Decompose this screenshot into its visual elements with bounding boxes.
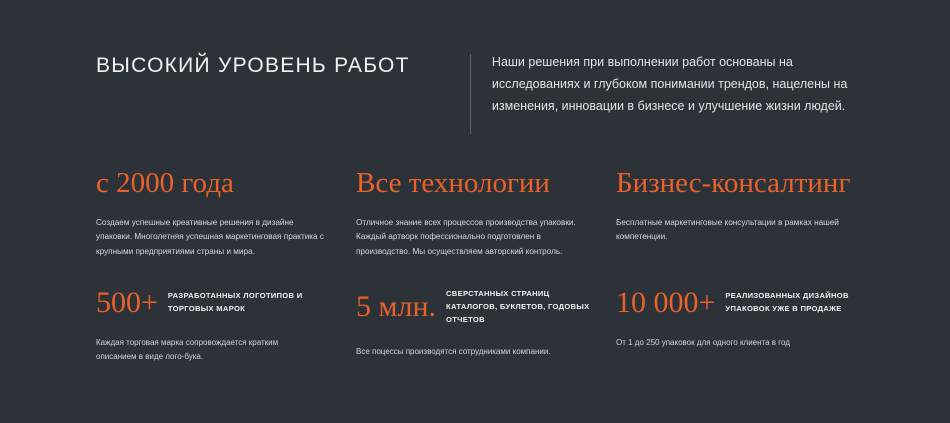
feature-title: с 2000 года [96,167,234,199]
feature-body: Отличное знание всех процессов производства упаковки. Каждый артворк пофессионально подготовлен в производство. Мы осуществляем авторский контроль. [356,217,576,256]
stat-note: Все поцессы производятся сотрудниками компании. [356,346,551,356]
stat-item [96,288,356,365]
stat-label: РАЗРАБОТАННЫХ ЛОГОТИПОВ И ТОРГОВЫХ МАРОК [167,291,303,313]
stat-header [356,288,616,327]
feature-column [356,168,616,267]
feature-title: Бизнес-консалтинг [616,167,851,199]
stat-note: Каждая торговая марка сопровождается кратким описанием в виде лого-бука. [96,338,279,362]
stat-number: 500+ [96,286,158,319]
stats-row [96,288,886,365]
slide-header [96,52,856,118]
stat-header [96,288,356,318]
stat-item [356,288,616,365]
feature-column [96,168,356,267]
stat-note: От 1 до 250 упаковок для одного клиента в год [616,338,790,347]
intro-paragraph: Наши решения при выполнении работ основаны на исследованиях и глубоком понимании трендов, нацелены на изменения, инновации в бизнесе и улучшение жизни людей. [491,55,848,113]
feature-column [616,168,868,267]
feature-body: Бесплатные маркетинговые консультации в рамках нашей компетенции. [616,217,839,242]
stat-label: СВЕРСТАННЫХ СТРАНИЦ КАТАЛОГОВ, БУКЛЕТОВ, ГОДОВЫХ ОТЧЕТОВ [446,289,590,324]
stat-label: РЕАЛИЗОВАННЫХ ДИЗАЙНОВ УПАКОВОК УЖЕ В ПРОДАЖЕ [725,291,849,313]
page-title: ВЫСОКИЙ УРОВЕНЬ РАБОТ [96,54,410,77]
vertical-divider [470,54,471,134]
stat-item [616,288,878,365]
feature-body: Создаем успешные креативные решения в дизайне упаковки. Многолетняя успешная маркетинговая практика с крупными предприятиями страны и мира. [96,217,324,256]
stat-number: 5 млн. [356,290,437,324]
feature-columns [96,168,868,267]
stat-number: 10 000+ [616,286,716,319]
intro-block [470,52,856,118]
feature-title: Все технологии [356,167,550,199]
stat-header [616,288,878,318]
